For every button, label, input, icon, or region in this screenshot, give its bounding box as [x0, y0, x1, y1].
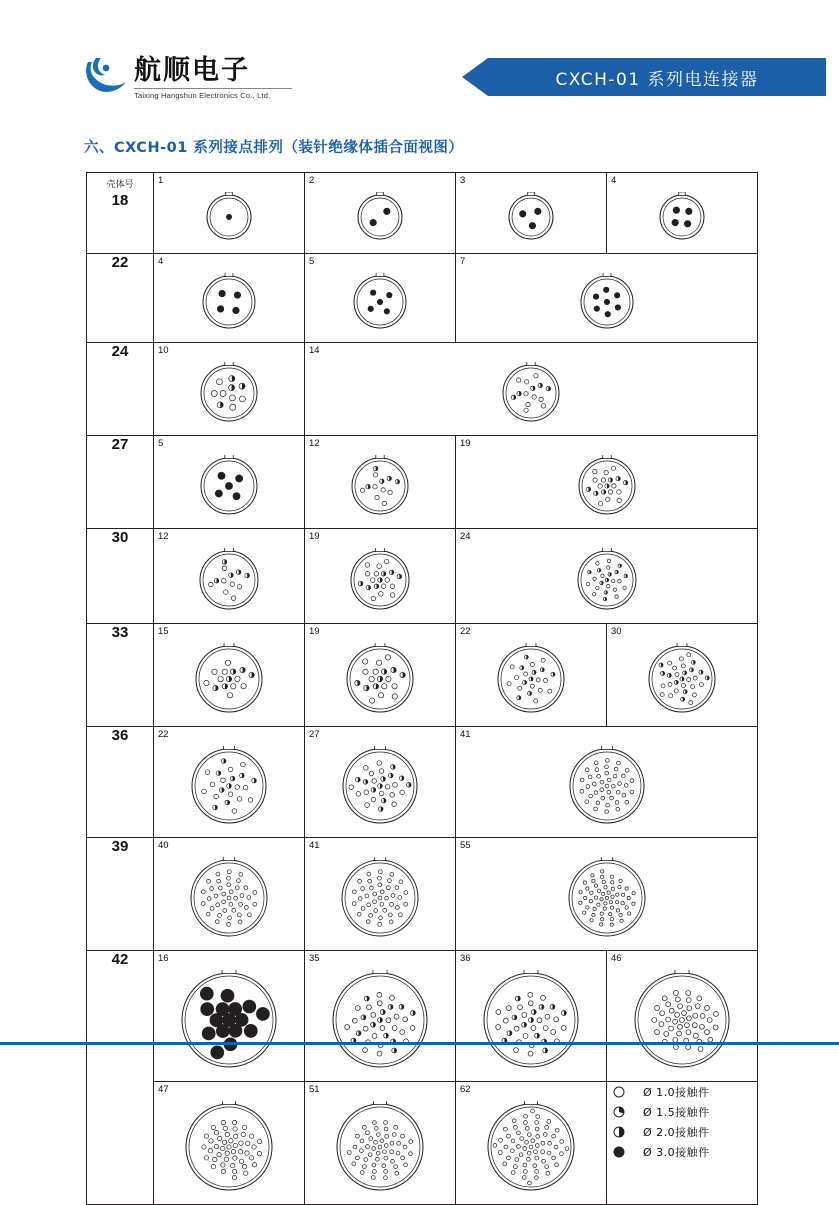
table-row [87, 624, 758, 727]
shell-size-cell [87, 254, 154, 343]
connector-face-diagram [607, 173, 757, 253]
shell-size-value: 18 [111, 192, 129, 209]
connector-face-diagram [154, 624, 304, 726]
insert-arrangement-cell [154, 624, 305, 727]
connector-face-diagram [305, 624, 455, 726]
contact-count-label: 3 [460, 175, 466, 186]
insert-arrangement-cell [154, 529, 305, 624]
connector-face-diagram [154, 727, 304, 837]
insert-arrangement-cell [456, 838, 758, 951]
insert-arrangement-cell [607, 951, 758, 1082]
contact-count-label: 36 [460, 953, 471, 964]
contact-count-label: 35 [309, 953, 320, 964]
contact-count-label: 30 [611, 626, 622, 637]
legend-item [607, 1102, 757, 1122]
logo-text [134, 54, 292, 100]
connector-face-diagram [456, 727, 757, 837]
legend-label: Ø 1.5接触件 [643, 1106, 710, 1119]
table-row [87, 951, 758, 1082]
quarter-filled-icon [607, 1105, 631, 1119]
insert-arrangement-cell [456, 436, 758, 529]
insert-arrangement-cell [607, 624, 758, 727]
connector-face-diagram [154, 436, 304, 528]
connector-face-diagram [305, 951, 455, 1081]
contact-count-label: 16 [158, 953, 169, 964]
connector-face-diagram [456, 838, 757, 950]
contact-count-label: 55 [460, 840, 471, 851]
shell-size-value: 27 [111, 436, 129, 453]
shell-header-label: 壳体号 [106, 180, 134, 190]
connector-face-diagram [154, 838, 304, 950]
connector-face-diagram [154, 1082, 304, 1204]
insert-arrangement-cell [154, 343, 305, 436]
contact-count-label: 19 [309, 626, 320, 637]
insert-arrangement-cell [456, 173, 607, 254]
shell-size-cell [87, 838, 154, 951]
insert-arrangement-cell [154, 951, 305, 1082]
table-row [87, 173, 758, 254]
contact-count-label: 2 [309, 175, 315, 186]
insert-arrangement-cell [305, 624, 456, 727]
legend-label: Ø 3.0接触件 [643, 1146, 710, 1159]
contact-count-label: 46 [611, 953, 622, 964]
shell-size-value: 22 [111, 254, 129, 271]
legend-cell [607, 1082, 758, 1205]
connector-face-diagram [305, 1082, 455, 1204]
contact-count-label: 4 [158, 256, 164, 267]
connector-face-diagram [305, 173, 455, 253]
insert-arrangement-cell [154, 436, 305, 529]
banner-title: CXCH-01 系列电连接器 [555, 69, 759, 90]
contact-count-label: 27 [309, 729, 320, 740]
shell-size-value: 33 [111, 624, 129, 641]
contact-count-label: 47 [158, 1084, 169, 1095]
legend-label: Ø 2.0接触件 [643, 1126, 710, 1139]
insert-arrangement-cell [305, 343, 758, 436]
shell-size-value: 36 [111, 727, 129, 744]
connector-face-diagram [154, 254, 304, 342]
contact-count-label: 12 [309, 438, 320, 449]
contact-count-label: 1 [158, 175, 164, 186]
table-row [87, 436, 758, 529]
insert-arrangement-cell [456, 951, 607, 1082]
legend-item [607, 1142, 757, 1162]
connector-face-diagram [305, 727, 455, 837]
swoosh-logo-icon [82, 54, 128, 98]
connector-face-diagram [456, 529, 757, 623]
company-name-cn: 航顺电子 [134, 55, 250, 86]
connector-face-diagram [305, 529, 455, 623]
table-row [87, 727, 758, 838]
insert-arrangement-cell [305, 727, 456, 838]
connector-face-diagram [456, 173, 606, 253]
connector-face-diagram [456, 951, 606, 1081]
contact-count-label: 41 [309, 840, 320, 851]
insert-arrangement-cell [305, 529, 456, 624]
contact-count-label: 22 [158, 729, 169, 740]
shell-size-cell [87, 173, 154, 254]
insert-arrangement-cell [305, 436, 456, 529]
contact-count-label: 12 [158, 531, 169, 542]
connector-face-diagram [456, 254, 757, 342]
contact-count-label: 51 [309, 1084, 320, 1095]
legend-label: Ø 1.0接触件 [643, 1086, 710, 1099]
contact-count-label: 41 [460, 729, 471, 740]
table-row [87, 529, 758, 624]
insert-arrangement-cell [456, 529, 758, 624]
contact-count-label: 19 [309, 531, 320, 542]
shell-size-value: 24 [111, 343, 129, 360]
insert-arrangement-cell [305, 254, 456, 343]
insert-arrangement-cell [305, 951, 456, 1082]
insert-arrangement-cell [305, 173, 456, 254]
footer-rule [0, 1042, 839, 1045]
insert-arrangement-cell [305, 838, 456, 951]
connector-face-diagram [305, 343, 757, 435]
insert-arrangement-cell [305, 1082, 456, 1205]
shell-size-cell [87, 727, 154, 838]
contact-count-label: 10 [158, 345, 169, 356]
contact-count-label: 19 [460, 438, 471, 449]
shell-size-value: 42 [111, 951, 129, 968]
shell-size-cell [87, 624, 154, 727]
shell-size-cell [87, 436, 154, 529]
connector-face-diagram [154, 343, 304, 435]
insert-arrangement-cell [154, 173, 305, 254]
company-logo [82, 54, 292, 100]
insert-arrangement-cell [456, 624, 607, 727]
shell-size-cell [87, 529, 154, 624]
contact-count-label: 22 [460, 626, 471, 637]
half-filled-icon [607, 1125, 631, 1139]
contact-count-label: 14 [309, 345, 320, 356]
contact-count-label: 40 [158, 840, 169, 851]
connector-face-diagram [456, 1082, 606, 1204]
shell-size-value: 39 [111, 838, 129, 855]
insert-arrangement-cell [456, 727, 758, 838]
connector-face-diagram [456, 624, 606, 726]
contact-count-label: 62 [460, 1084, 471, 1095]
connector-face-diagram [154, 529, 304, 623]
connector-face-diagram [456, 436, 757, 528]
connector-face-diagram [305, 838, 455, 950]
insert-arrangement-cell [154, 254, 305, 343]
table-row [87, 1082, 758, 1205]
connector-face-diagram [305, 254, 455, 342]
shell-size-cell [87, 951, 154, 1205]
table-row [87, 838, 758, 951]
insert-arrangement-cell [154, 838, 305, 951]
insert-arrangement-cell [607, 173, 758, 254]
solid-circle-icon [607, 1145, 631, 1159]
section-title: 六、CXCH-01 系列接点排列（装针绝缘体插合面视图） [84, 140, 464, 156]
insert-arrangement-cell [154, 1082, 305, 1205]
table-row [87, 254, 758, 343]
shell-size-cell [87, 343, 154, 436]
contact-arrangement-table [86, 172, 758, 1205]
connector-face-diagram [607, 951, 757, 1081]
shell-size-value: 30 [111, 529, 129, 546]
company-name-en: Taixing Hangshun Electronics Co., Ltd. [134, 88, 292, 100]
contact-count-label: 15 [158, 626, 169, 637]
legend-item [607, 1122, 757, 1142]
connector-face-diagram [305, 436, 455, 528]
table-row [87, 343, 758, 436]
contact-count-label: 24 [460, 531, 471, 542]
open-circle-icon [607, 1085, 631, 1099]
contact-count-label: 7 [460, 256, 466, 267]
connector-face-diagram [154, 951, 304, 1081]
page-header [0, 52, 839, 114]
title-banner [488, 58, 826, 96]
contact-count-label: 5 [158, 438, 164, 449]
contact-count-label: 4 [611, 175, 617, 186]
insert-arrangement-cell [456, 1082, 607, 1205]
connector-face-diagram [154, 173, 304, 253]
legend-item [607, 1082, 757, 1102]
contact-count-label: 5 [309, 256, 315, 267]
insert-arrangement-cell [456, 254, 758, 343]
connector-face-diagram [607, 624, 757, 726]
insert-arrangement-cell [154, 727, 305, 838]
